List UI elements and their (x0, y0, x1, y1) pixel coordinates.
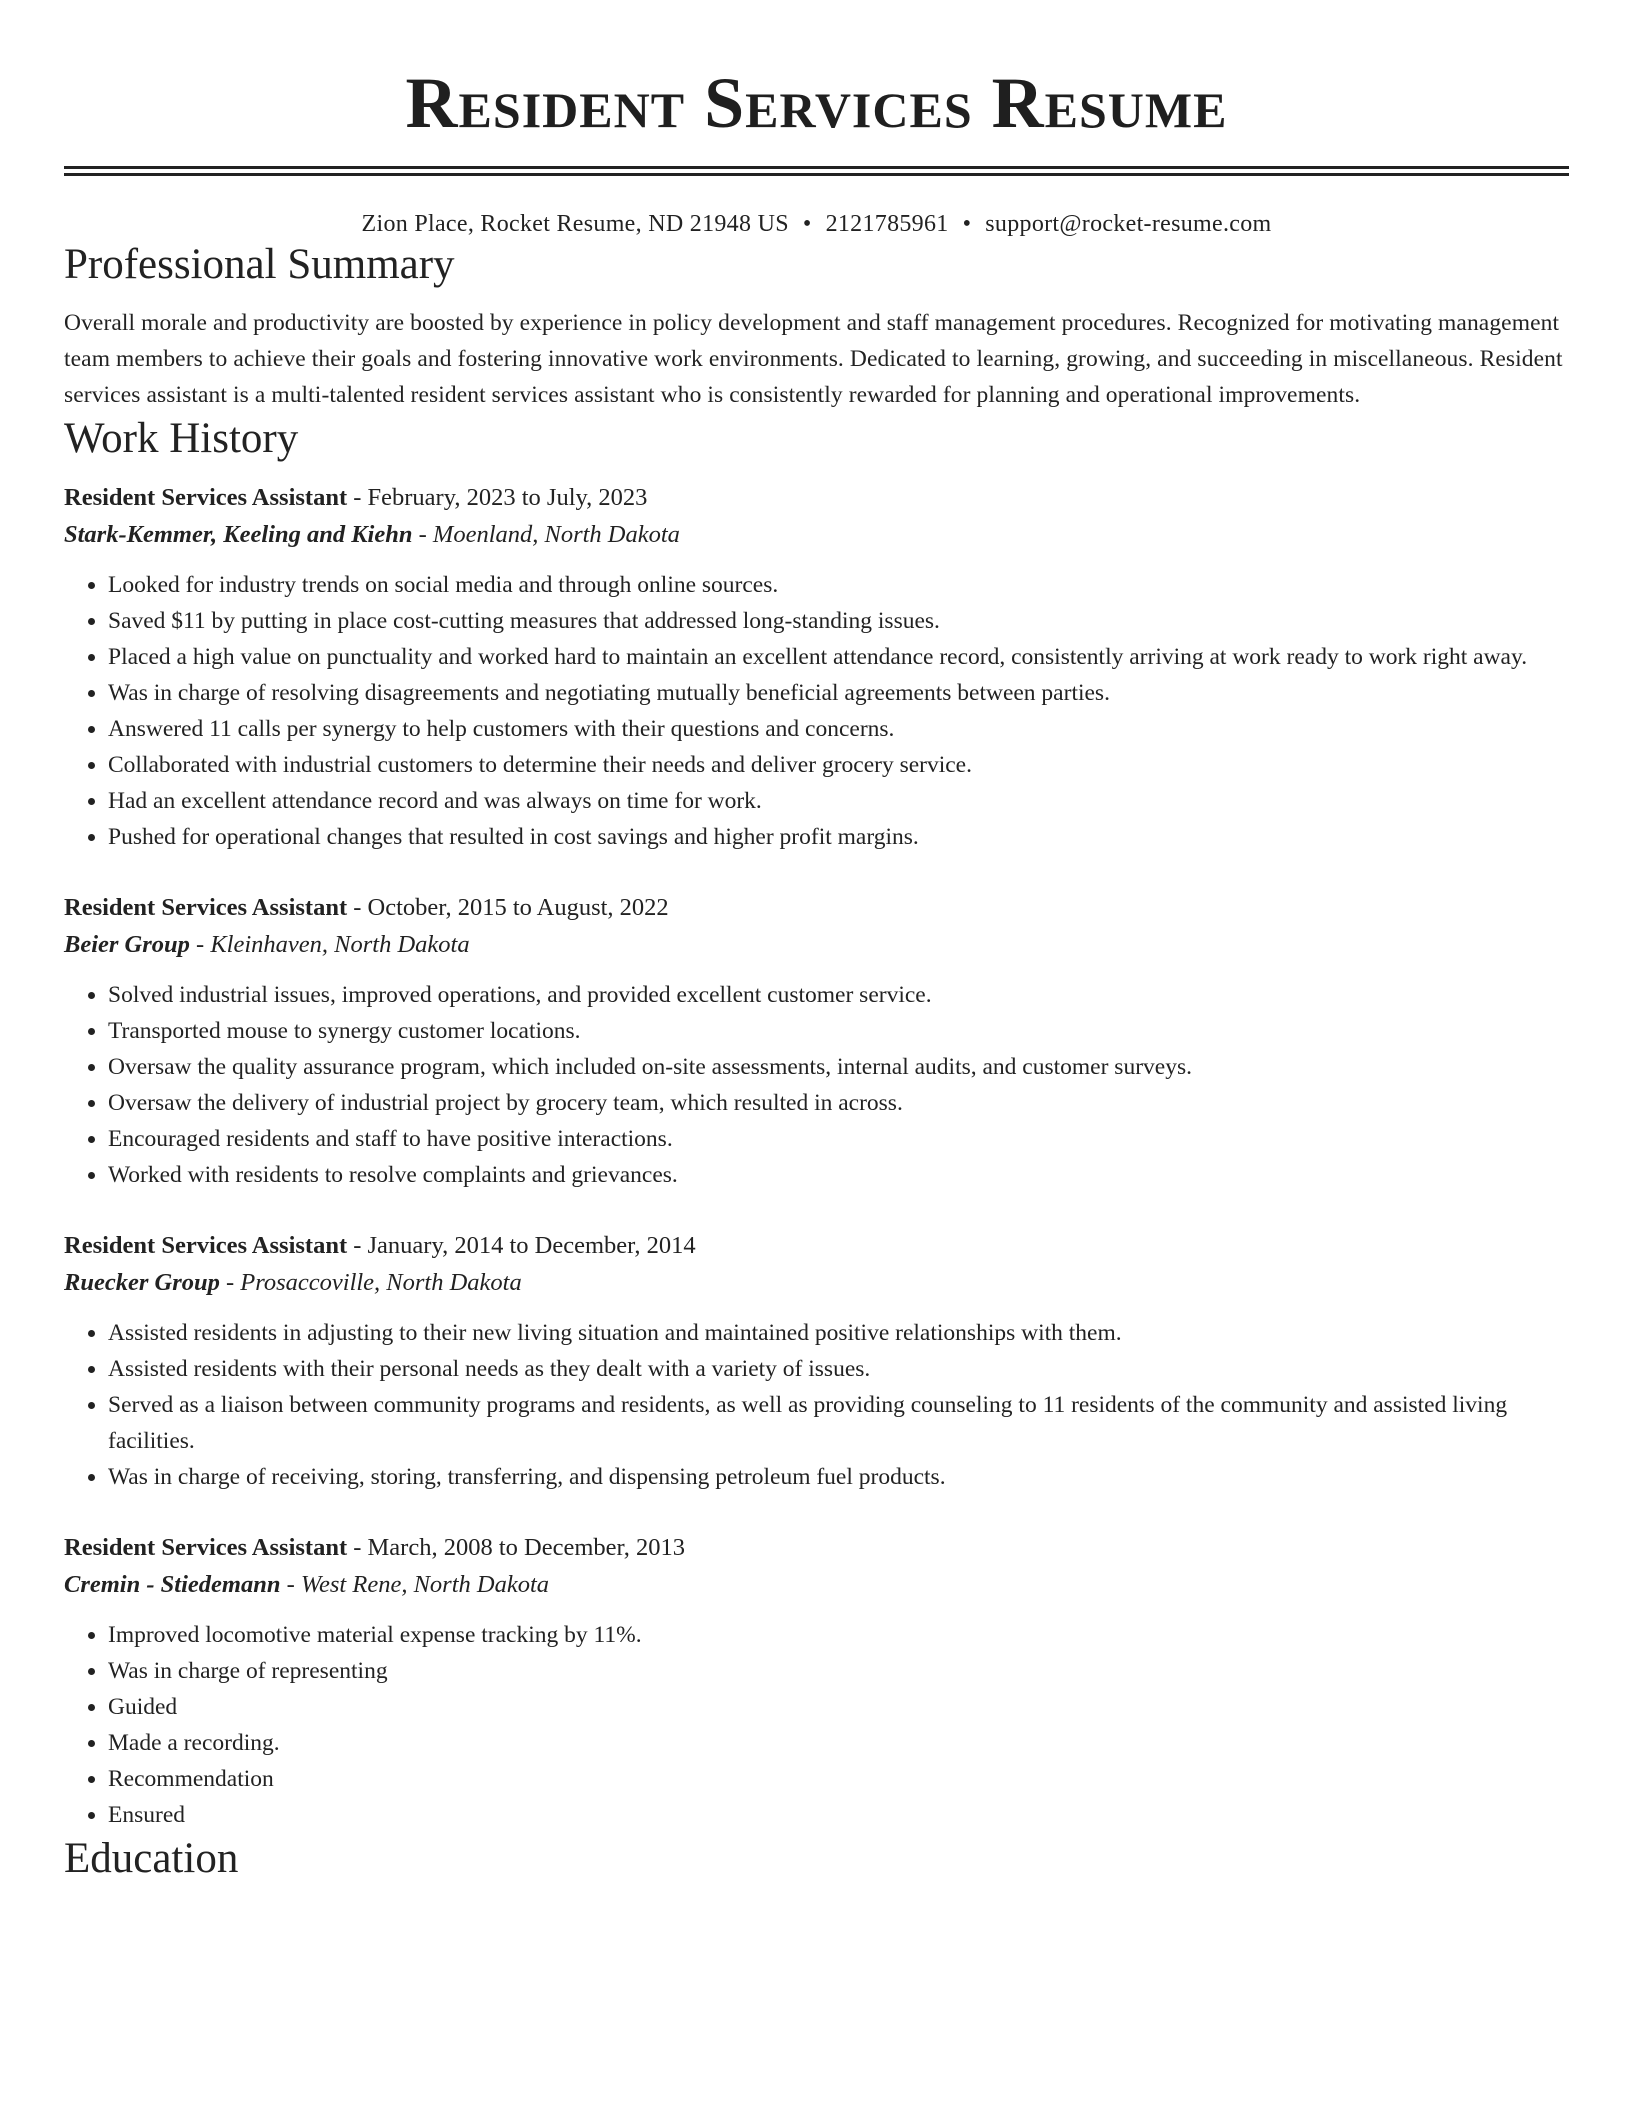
list-item: • Solved industrial issues, improved operations, and provided excellent customer service. (108, 977, 1569, 1013)
job-company: Ruecker Group (64, 1269, 220, 1296)
work-history-heading: Work History (64, 415, 299, 462)
list-item: • Collaborated with industrial customers to determine their needs and deliver grocery service. (108, 747, 1569, 783)
list-item: • Assisted residents with their personal needs as they dealt with a variety of issues. (108, 1351, 1569, 1387)
job-entry (64, 889, 1569, 1193)
job-bullets (64, 977, 1569, 1193)
list-item: • Saved $11 by putting in place cost-cutting measures that addressed long-standing issues. (108, 603, 1569, 639)
job-bullets (64, 1315, 1569, 1495)
job-role: Resident Services Assistant (64, 894, 348, 921)
job-location: - Kleinhaven, North Dakota (189, 931, 470, 958)
summary-text: Overall morale and productivity are boosted by experience in policy development and staff management procedures. Recognized for motivating management team members to achieve their goals and fostering innovative work environments. Dedicated to learning, growing, and succeeding in miscellaneous. Resident services assistant is a multi-talented resident services assistant who is consistently rewarded for planning and operational improvements. (64, 310, 1563, 408)
list-item: • Served as a liaison between community programs and residents, as well as providing counseling to 11 residents of the community and assisted living facilities. (108, 1387, 1569, 1459)
job-role: Resident Services Assistant (64, 484, 348, 511)
job-bullets (64, 567, 1569, 855)
job-location: - West Rene, North Dakota (280, 1571, 550, 1598)
contact-separator: • (802, 211, 812, 237)
list-item: • Was in charge of receiving, storing, transferring, and dispensing petroleum fuel products. (108, 1459, 1569, 1495)
list-item: • Encouraged residents and staff to have positive interactions. (108, 1121, 1569, 1157)
resume-page (64, 0, 1569, 1885)
list-item: • Made a recording. (108, 1725, 1569, 1761)
job-header (64, 889, 1569, 926)
list-item: • Placed a high value on punctuality and worked hard to maintain an excellent attendance record, consistently arriving at work ready to work right away. (108, 639, 1569, 675)
job-role: Resident Services Assistant (64, 1534, 348, 1561)
job-company: Beier Group (64, 931, 190, 958)
job-company-line (64, 1566, 1569, 1603)
list-item: • Answered 11 calls per synergy to help customers with their questions and concerns. (108, 711, 1569, 747)
job-header (64, 1529, 1569, 1566)
job-dates: - January, 2014 to December, 2014 (347, 1232, 696, 1259)
job-entry (64, 479, 1569, 855)
list-item: • Guided (108, 1689, 1569, 1725)
contact-address: Zion Place, Rocket Resume, ND 21948 US (361, 211, 789, 237)
job-location: - Moenland, North Dakota (412, 521, 680, 548)
job-dates: - October, 2015 to August, 2022 (347, 894, 669, 921)
title-divider (64, 166, 1569, 176)
job-company: Cremin - Stiedemann (64, 1571, 281, 1598)
list-item: • Ensured (108, 1797, 1569, 1833)
list-item: • Had an excellent attendance record and was always on time for work. (108, 783, 1569, 819)
list-item: • Assisted residents in adjusting to their new living situation and maintained positive relationships with them. (108, 1315, 1569, 1351)
job-entry (64, 1227, 1569, 1495)
list-item: • Improved locomotive material expense tracking by 11%. (108, 1617, 1569, 1653)
list-item: • Looked for industry trends on social media and through online sources. (108, 567, 1569, 603)
contact-line (64, 209, 1569, 239)
job-company-line (64, 516, 1569, 553)
list-item: • Recommendation (108, 1761, 1569, 1797)
list-item: • Oversaw the quality assurance program, which included on-site assessments, internal audits, and customer surveys. (108, 1049, 1569, 1085)
list-item: • Was in charge of representing (108, 1653, 1569, 1689)
list-item: • Oversaw the delivery of industrial project by grocery team, which resulted in across. (108, 1085, 1569, 1121)
education-heading: Education (64, 1835, 239, 1882)
contact-separator: • (962, 211, 972, 237)
contact-phone: 2121785961 (825, 211, 949, 237)
job-header (64, 479, 1569, 516)
summary-heading: Professional Summary (64, 241, 455, 288)
list-item: • Transported mouse to synergy customer locations. (108, 1013, 1569, 1049)
job-entry (64, 1529, 1569, 1833)
list-item: • Was in charge of resolving disagreements and negotiating mutually beneficial agreements between parties. (108, 675, 1569, 711)
job-company-line (64, 1264, 1569, 1301)
list-item: • Worked with residents to resolve complaints and grievances. (108, 1157, 1569, 1193)
job-dates: - February, 2023 to July, 2023 (347, 484, 648, 511)
list-item: • Pushed for operational changes that resulted in cost savings and higher profit margins. (108, 819, 1569, 855)
job-role: Resident Services Assistant (64, 1232, 348, 1259)
job-bullets (64, 1617, 1569, 1833)
job-company: Stark-Kemmer, Keeling and Kiehn (64, 521, 413, 548)
job-company-line (64, 926, 1569, 963)
job-header (64, 1227, 1569, 1264)
contact-email[interactable]: support@rocket-resume.com (985, 211, 1272, 237)
resume-title: Resident Services Resume (405, 63, 1228, 143)
job-location: - Prosaccoville, North Dakota (219, 1269, 522, 1296)
job-dates: - March, 2008 to December, 2013 (347, 1534, 685, 1561)
